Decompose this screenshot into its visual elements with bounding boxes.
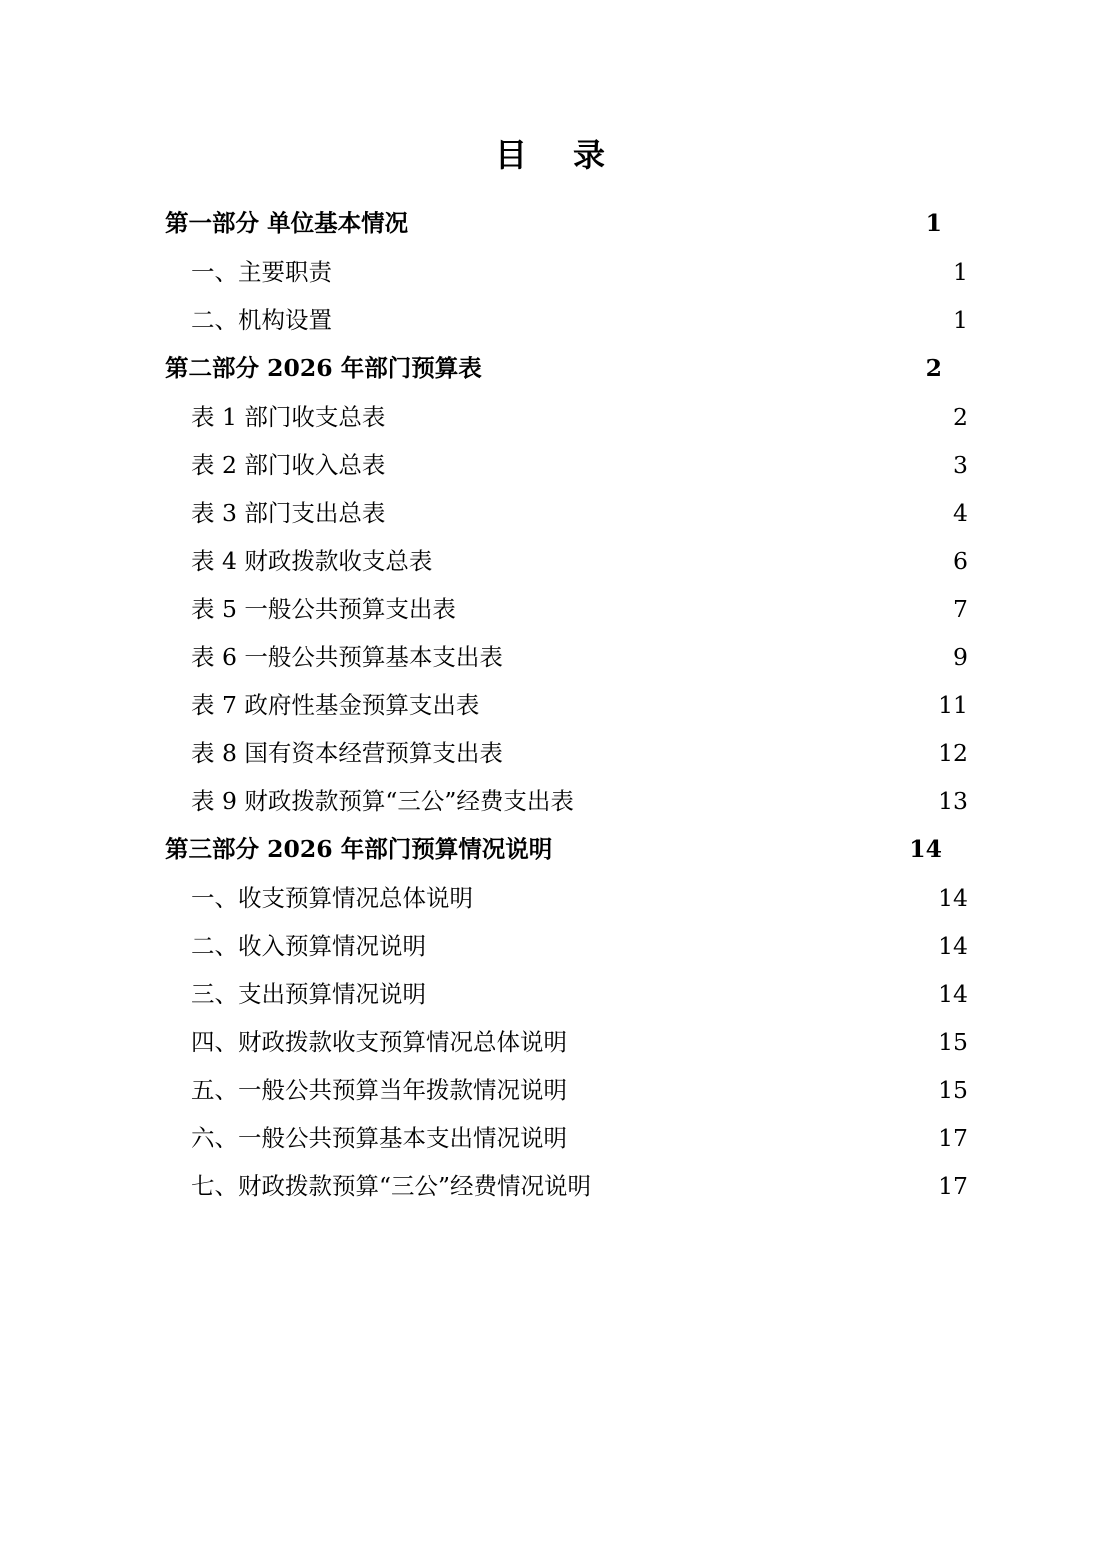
toc-entry-label: 五、一般公共预算当年拨款情况说明 [191,1076,567,1105]
toc-entry[interactable] [165,1173,968,1200]
toc-entry-page: 15 [938,1028,968,1057]
toc-entry[interactable] [165,981,968,1008]
toc-entry-label: 表 8 国有资本经营预算支出表 [191,739,503,768]
toc-entry[interactable] [165,210,942,237]
toc-entry[interactable] [165,788,968,815]
toc-entry-page: 1 [925,209,942,237]
toc-entry-label: 二、机构设置 [191,306,332,335]
toc-entry[interactable] [165,500,968,527]
toc-entry-page: 2 [925,354,942,383]
toc-entry-label: 表 2 部门收入总表 [191,451,386,480]
toc-entry-label: 七、财政拨款预算“三公”经费情况说明 [191,1172,592,1201]
toc-entry-page: 14 [938,932,968,961]
toc-entry-page: 9 [953,643,968,672]
toc-entry[interactable] [165,307,968,334]
toc-entry-label: 表 6 一般公共预算基本支出表 [191,643,503,672]
toc-entry[interactable] [165,644,968,671]
toc-entry-page: 2 [953,403,968,432]
toc-entry-label: 表 4 财政拨款收支总表 [191,547,433,576]
toc-entry-label: 一、主要职责 [191,258,332,287]
toc-entry-page: 14 [938,884,968,913]
toc-entry-label: 第一部分 单位基本情况 [165,209,409,237]
page-title: 目 录 [494,136,613,174]
table-of-contents [165,209,968,1201]
toc-entry[interactable] [165,933,968,960]
toc-entry-page: 6 [953,547,968,576]
toc-entry-label: 六、一般公共预算基本支出情况说明 [191,1124,567,1153]
toc-entry-label: 第二部分 2026 年部门预算表 [165,354,482,383]
toc-entry-page: 13 [938,787,968,816]
toc-entry[interactable] [165,548,968,575]
toc-entry-label: 表 7 政府性基金预算支出表 [191,691,480,720]
toc-entry[interactable] [165,259,968,286]
toc-entry-label: 第三部分 2026 年部门预算情况说明 [165,835,553,864]
toc-entry[interactable] [165,836,942,863]
toc-entry-page: 17 [938,1172,968,1201]
toc-entry[interactable] [165,404,968,431]
toc-entry[interactable] [165,692,968,719]
toc-entry-page: 3 [953,451,968,480]
toc-entry-label: 表 9 财政拨款预算“三公”经费支出表 [191,787,574,816]
toc-entry-label: 三、支出预算情况说明 [191,980,426,1009]
toc-entry[interactable] [165,1125,968,1152]
toc-entry-page: 4 [953,499,968,528]
toc-entry-page: 11 [938,691,968,720]
toc-entry-label: 一、收支预算情况总体说明 [191,884,473,913]
toc-entry[interactable] [165,1029,968,1056]
toc-entry[interactable] [165,740,968,767]
toc-entry-label: 表 3 部门支出总表 [191,499,386,528]
toc-entry-page: 15 [938,1076,968,1105]
toc-entry-label: 四、财政拨款收支预算情况总体说明 [191,1028,567,1057]
toc-entry-page: 1 [953,306,968,335]
toc-entry-page: 14 [938,980,968,1009]
toc-entry-label: 表 1 部门收支总表 [191,403,386,432]
toc-entry-page: 12 [938,739,968,768]
toc-entry-label: 表 5 一般公共预算支出表 [191,595,456,624]
toc-entry-page: 14 [909,835,942,864]
toc-entry[interactable] [165,885,968,912]
toc-entry[interactable] [165,1077,968,1104]
toc-entry-page: 1 [953,258,968,287]
toc-entry[interactable] [165,355,942,382]
toc-entry[interactable] [165,452,968,479]
toc-entry-page: 17 [938,1124,968,1153]
toc-entry[interactable] [165,596,968,623]
toc-entry-label: 二、收入预算情况说明 [191,932,426,961]
toc-entry-page: 7 [953,595,968,624]
